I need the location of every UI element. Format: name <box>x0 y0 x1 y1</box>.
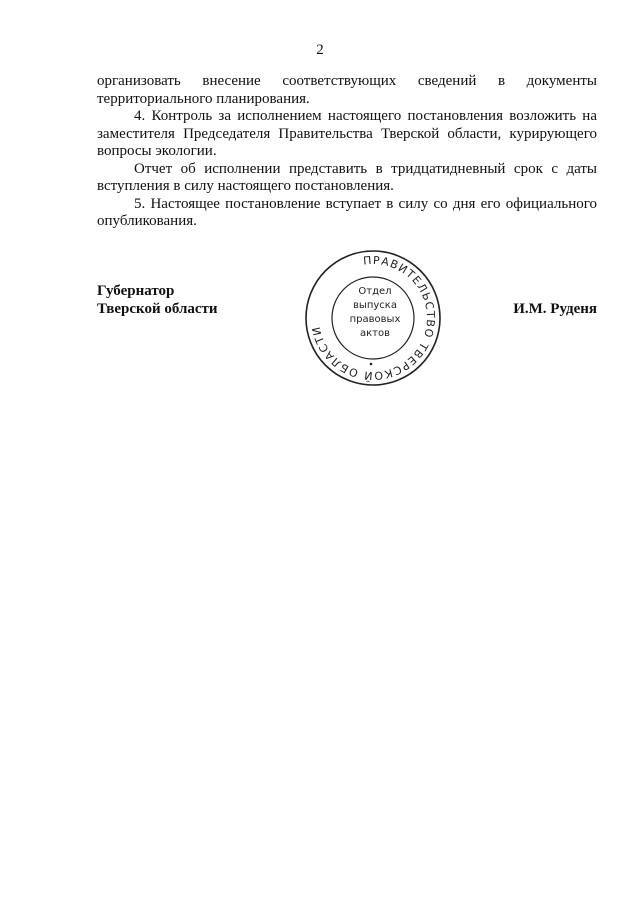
stamp-center-line-1: Отдел <box>358 286 392 297</box>
signatory-position <box>97 282 218 318</box>
document-body <box>97 73 597 231</box>
page-number: 2 <box>316 42 324 58</box>
paragraph-report: Отчет об исполнении представить в тридцатидневный срок с даты вступления в силу настоящего постановления. <box>97 160 597 194</box>
signatory-name: И.М. Руденя <box>513 301 597 317</box>
signatory-position-line-1: Губернатор <box>97 283 175 299</box>
stamp-ring-text: ПРАВИТЕЛЬСТВО ТВЕРСКОЙ ОБЛАСТИ <box>309 253 438 383</box>
stamp-center-line-2: выпуска <box>353 300 397 311</box>
paragraph-item-5: 5. Настоящее постановление вступает в силу со дня его официального опубликования. <box>97 195 597 229</box>
stamp-seal-icon <box>303 248 443 388</box>
stamp-center-line-3: правовых <box>349 314 401 325</box>
signatory-position-line-2: Тверской области <box>97 301 218 317</box>
stamp-dot <box>370 363 373 366</box>
stamp-center-line-4: актов <box>359 328 391 339</box>
official-stamp <box>303 248 443 388</box>
paragraph-1-line-2: территориального планирования. <box>97 90 310 107</box>
paragraph-1-line-1: организовать внесение соответствующих сведений в документы <box>97 73 597 89</box>
paragraph-item-4: 4. Контроль за исполнением настоящего постановления возложить на заместителя Председателя Правительства Тверской области, курирующего вопросы экологии. <box>97 108 597 159</box>
